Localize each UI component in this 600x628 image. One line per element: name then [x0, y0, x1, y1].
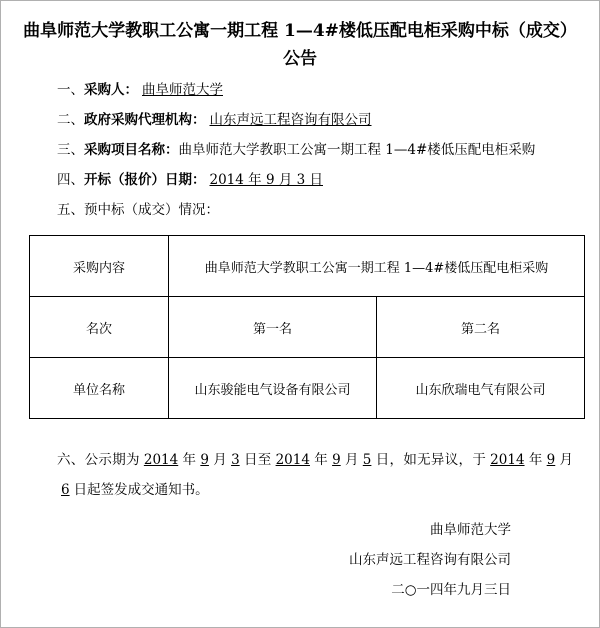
clause-label: 政府采购代理机构： [84, 112, 206, 128]
rank-first: 第一名 [169, 297, 377, 358]
notice-tail: 日起签发成交通知书。 [73, 482, 209, 498]
clause-label: 采购人： [84, 82, 138, 98]
notice-after: 日，如无异议，于 [375, 452, 487, 468]
row-label-content: 采购内容 [30, 236, 169, 297]
signature-purchaser: 曲阜师范大学 [430, 522, 511, 538]
rank-second: 第二名 [377, 297, 585, 358]
notice-prefix: 六、公示期为 [57, 452, 140, 468]
clause-purchaser [23, 75, 577, 105]
clause-label: 采购项目名称： [84, 142, 179, 158]
notice-issue-month: 9 [546, 452, 556, 468]
clause-result-heading: 五、预中标（成交）情况： [57, 202, 219, 218]
notice-end-year: 2014 [275, 452, 310, 468]
clause-value: 2014 年 9 月 3 日 [209, 172, 323, 188]
clause-value: 曲阜师范大学教职工公寓一期工程 1—4#楼低压配电柜采购 [178, 142, 536, 158]
clause-label: 开标（报价）日期： [84, 172, 206, 188]
table-row [30, 297, 585, 358]
row-label-company: 单位名称 [30, 358, 169, 419]
clause-value: 山东声远工程咨询有限公司 [209, 112, 372, 128]
table-row [30, 236, 585, 297]
company-second: 山东欣瑞电气有限公司 [377, 358, 585, 419]
notice-end-day: 5 [362, 452, 372, 468]
notice-start-month: 9 [200, 452, 209, 468]
notice-start-year: 2014 [143, 452, 179, 468]
notice-end-month: 9 [332, 452, 341, 468]
clause-index: 一、 [57, 82, 84, 98]
company-first: 山东骏能电气设备有限公司 [169, 358, 377, 419]
row-label-rank: 名次 [30, 297, 169, 358]
clause-index: 二、 [57, 112, 84, 128]
signature-block [23, 515, 577, 605]
page-title: 曲阜师范大学教职工公寓一期工程 1—4#楼低压配电柜采购中标（成交）公告 [23, 21, 577, 69]
publicity-period-notice: 六、公示期为 2014 年 9 月 3 日至 2014 年 9 月 5 日，如无异议，于 2014 年 9 月6 日起签发成交通知书。 [57, 452, 574, 498]
notice-start-day: 3 [231, 452, 240, 468]
notice-issue-year: 2014 [490, 452, 525, 468]
clause-bid-date [23, 165, 577, 195]
signature-agency: 山东声远工程咨询有限公司 [349, 552, 511, 568]
clause-agency [23, 105, 577, 135]
bid-result-table [29, 235, 585, 419]
clause-index: 四、 [57, 172, 84, 188]
table-row [30, 358, 585, 419]
clause-project-name [23, 135, 577, 165]
row-value-content: 曲阜师范大学教职工公寓一期工程 1—4#楼低压配电柜采购 [169, 236, 585, 297]
clause-index: 三、 [57, 142, 84, 158]
clause-value: 曲阜师范大学 [142, 82, 223, 98]
notice-issue-day: 6 [61, 482, 70, 498]
signature-date: 二○一四年九月三日 [391, 582, 511, 598]
notice-mid: 日至 [243, 452, 272, 468]
